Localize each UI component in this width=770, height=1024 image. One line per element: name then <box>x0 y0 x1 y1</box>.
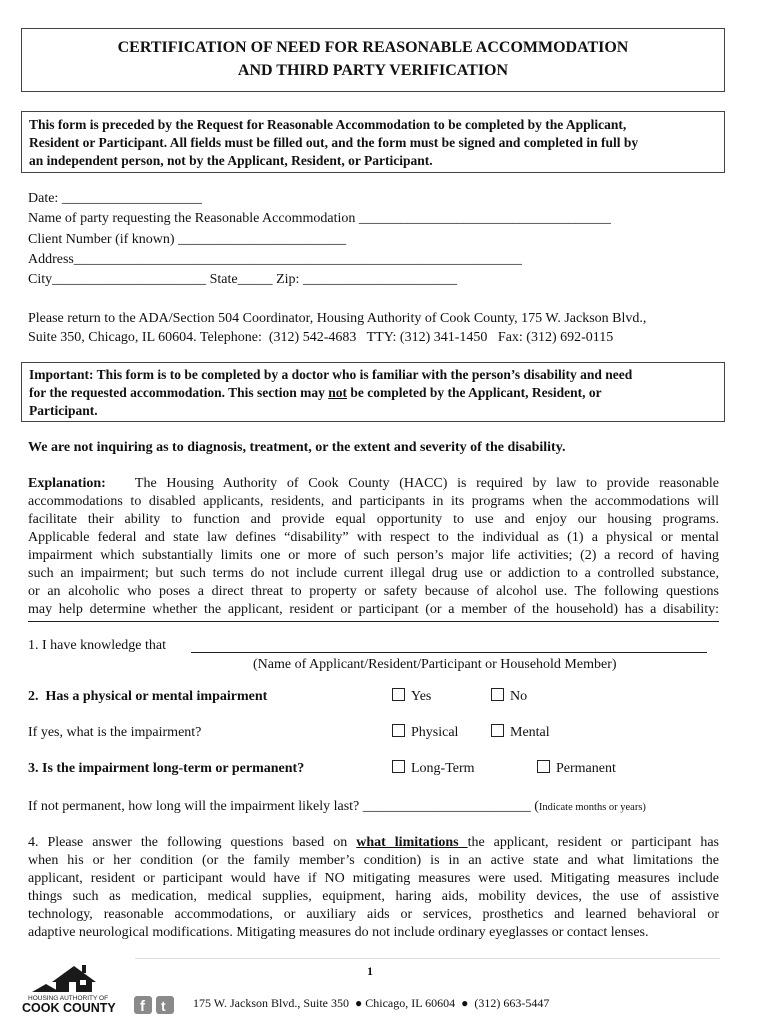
hacc-logo <box>22 962 182 1018</box>
q1-label: 1. I have knowledge that <box>28 638 167 653</box>
explanation-line: Explanation: The Housing Authority of Cook County (HACC) is required by law to provide reasonable <box>28 476 719 491</box>
explanation-line: Applicable federal and state law defines “disability” with respect to the individual as (1) a physical or mental <box>28 530 719 545</box>
title-box <box>21 28 725 92</box>
checkbox-icon[interactable] <box>537 760 550 773</box>
q3b-hint: Indicate months or years) <box>538 802 646 813</box>
checkbox-icon[interactable] <box>491 724 504 737</box>
checkbox-icon[interactable] <box>491 688 504 701</box>
explanation-line: facilitate their ability to function and provide equal opportunity to use and enjoy our housing programs. <box>28 512 719 527</box>
q2b-label: If yes, what is the impairment? <box>28 725 202 740</box>
return-info-line1: Please return to the ADA/Section 504 Coordinator, Housing Authority of Cook County, 175 W. Jackson Blvd., <box>28 311 647 326</box>
q3-permanent-option[interactable]: Permanent <box>537 760 616 778</box>
form-title-line2: AND THIRD PARTY VERIFICATION <box>237 62 509 79</box>
house-icon <box>32 965 96 992</box>
svg-text:f: f <box>140 998 145 1015</box>
q2-no-option[interactable]: No <box>491 688 527 706</box>
q4-line: when his or her condition (or the family member’s condition) is in an active state and what limitations the <box>28 853 719 868</box>
q4-line: applicant, resident or participant would have if NO mitigating measures were used. Mitigating measures include <box>28 871 719 886</box>
form-title-line1: CERTIFICATION OF NEED FOR REASONABLE ACCOMMODATION <box>117 39 629 56</box>
page-number: 1 <box>367 964 373 978</box>
not-emphasis: not <box>328 385 348 400</box>
date-field[interactable]: Date: ____________________ <box>28 191 202 206</box>
q3-longterm-option[interactable]: Long-Term <box>392 760 475 778</box>
notice-box <box>21 111 725 173</box>
footer-address: 175 W. Jackson Blvd., Suite 350 ● Chicago, IL 60604 ● (312) 663-5447 <box>193 996 550 1010</box>
checkbox-icon[interactable] <box>392 688 405 701</box>
important-line: Participant. <box>29 403 98 418</box>
logo-text-line2: COOK COUNTY <box>22 1001 116 1015</box>
explanation-label: Explanation: <box>28 476 106 491</box>
section-divider <box>28 621 719 622</box>
client-number-field[interactable]: Client Number (if known) ________________________ <box>28 232 347 247</box>
return-info-line2: Suite 350, Chicago, IL 60604. Telephone: (312) 542-4683 TTY: (312) 341-1450 Fax: (312) 692-0115 <box>28 330 614 345</box>
explanation-line: accommodations to disabled applicants, residents, and participants in its programs when the accommodations will <box>28 494 719 509</box>
explanation-paragraph <box>28 475 719 619</box>
q4-line: technology, reasonable accommodations, or auxiliary aids or services, prosthetics and learned behavioral or <box>28 907 719 922</box>
q2b-physical-option[interactable]: Physical <box>392 724 458 742</box>
q4-line: adaptive neurological modifications. Mitigating measures do not include ordinary eyeglasses or contact lenses. <box>28 925 649 940</box>
footer-divider <box>135 958 720 959</box>
explanation-line: such an impairment; but such terms do not include current illegal drug use or addiction to a controlled substance, <box>28 566 719 581</box>
notice-line: an independent person, not by the Applicant, Resident, or Participant. <box>29 153 433 168</box>
what-limitations-emphasis: what limitations <box>356 835 468 850</box>
notice-line: This form is preceded by the Request for Reasonable Accommodation to be completed by the Applicant, <box>29 117 627 132</box>
checkbox-icon[interactable] <box>392 724 405 737</box>
q3-label: 3. Is the impairment long-term or permanent? <box>28 761 305 776</box>
q4-paragraph <box>28 834 719 942</box>
q2-yes-option[interactable]: Yes <box>392 688 431 706</box>
logo-text-line1: HOUSING AUTHORITY OF <box>28 995 109 1002</box>
twitter-icon[interactable] <box>156 996 174 1014</box>
important-line: for the requested accommodation. This section may not be completed by the Applicant, Resident, or <box>29 385 602 400</box>
facebook-icon[interactable] <box>134 996 152 1015</box>
explanation-line: may help determine whether the applicant, resident or participant (or a member of the household) has a disability: <box>28 602 719 617</box>
q1-name-line[interactable] <box>191 652 707 653</box>
q4-line: 4. Please answer the following questions based on what limitations the applicant, resident or participant has <box>28 835 719 850</box>
explanation-line: or an alcoholic who poses a direct threat to property or safety because of alcohol use. The following questions <box>28 584 719 599</box>
checkbox-icon[interactable] <box>392 760 405 773</box>
q2b-mental-option[interactable]: Mental <box>491 724 550 742</box>
q1-caption: (Name of Applicant/Resident/Participant or Household Member) <box>253 657 617 672</box>
q4-line: things such as medication, medical supplies, equipment, haring aids, mobility devices, the use of assistive <box>28 889 719 904</box>
explanation-line: impairment which substantially limits one or more of such person’s major life activities; (2) a record of having <box>28 548 719 563</box>
important-line: Important: This form is to be completed by a doctor who is familiar with the person’s disability and need <box>29 367 633 382</box>
city-state-zip-field[interactable]: City______________________ State_____ Zip: ______________________ <box>28 272 457 287</box>
important-box <box>21 362 725 422</box>
address-field[interactable]: Address________________________________________________________________ <box>28 252 522 267</box>
svg-text:t: t <box>161 998 166 1014</box>
not-inquiring-statement: We are not inquiring as to diagnosis, treatment, or the extent and severity of the disability. <box>28 440 566 455</box>
requester-name-field[interactable]: Name of party requesting the Reasonable Accommodation ____________________________________ <box>28 211 611 226</box>
q2-label: 2. Has a physical or mental impairment <box>28 689 268 704</box>
q3b-duration-field[interactable]: If not permanent, how long will the impairment likely last? ________________________ (Indicate months or years) <box>28 799 646 814</box>
notice-line: Resident or Participant. All fields must be filled out, and the form must be signed and completed in full by <box>29 135 639 150</box>
